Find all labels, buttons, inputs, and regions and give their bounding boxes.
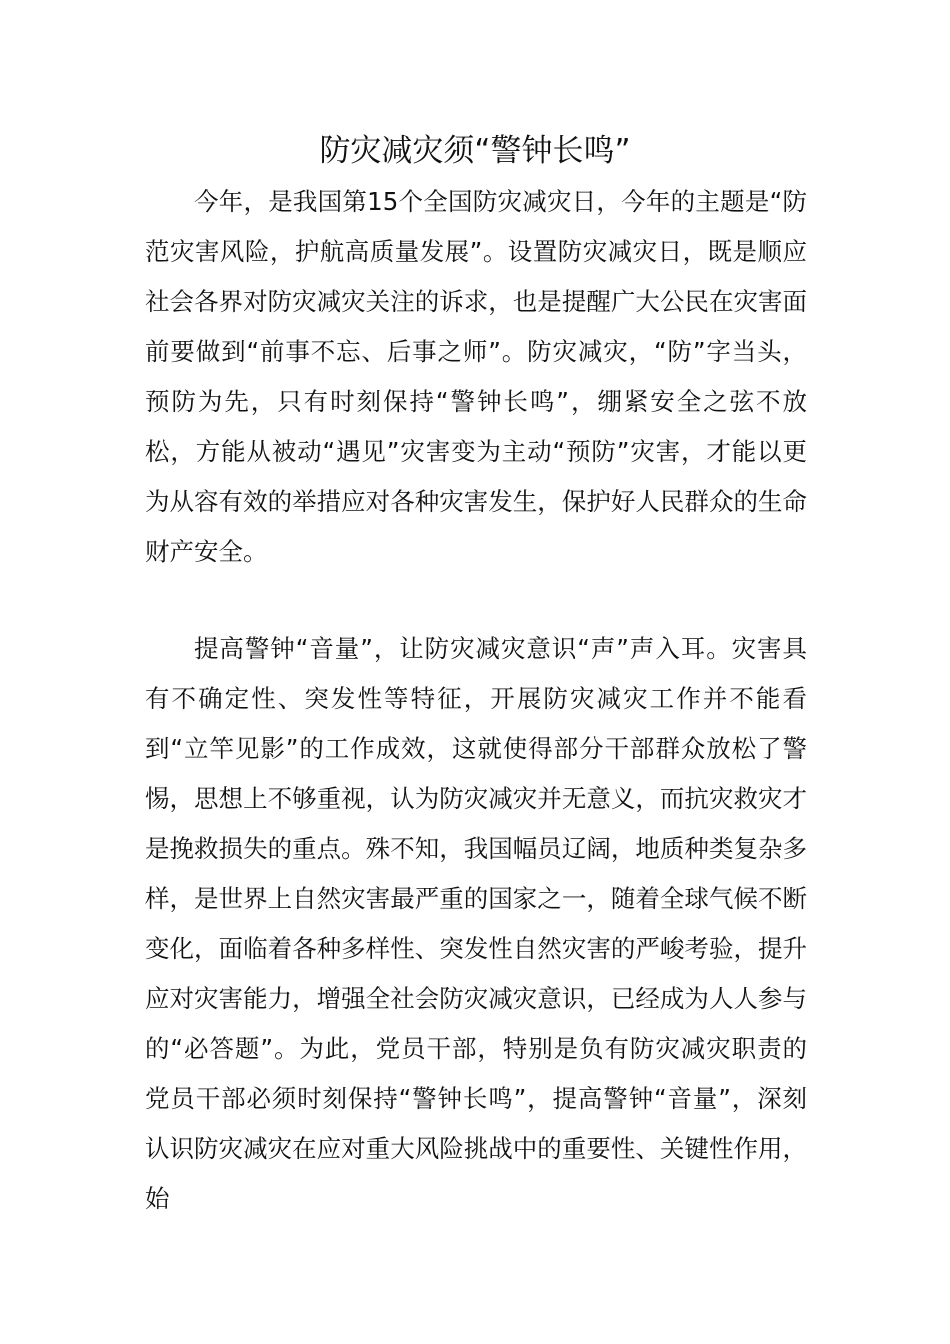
paragraph-alarm-volume: 提高警钟“音量”，让防灾减灾意识“声”声入耳。灾害具有不确定性、突发性等特征，开展防灾减灾工作并不能看到“立竿见影”的工作成效，这就使得部分干部群众放松了警惕，思想上不够重视，认为防灾减灾并无意义，而抗灾救灾才是挽救损失的重点。殊不知，我国幅员辽阔，地质种类复杂多样，是世界上自然灾害最严重的国家之一，随着全球气候不断变化，面临着各种多样性、突发性自然灾害的严峻考验，提升应对灾害能力，增强全社会防灾减灾意识，已经成为人人参与的“必答题”。为此，党员干部，特别是负有防灾减灾职责的党员干部必须时刻保持“警钟长鸣”，提高警钟“音量”，深刻认识防灾减灾在应对重大风险挑战中的重要性、关键性作用，始 bbox=[145, 634, 807, 1213]
paragraph-intro: 今年，是我国第15个全国防灾减灾日，今年的主题是“防范灾害风险，护航高质量发展”。设置防灾减灾日，既是顺应社会各界对防灾减灾关注的诉求，也是提醒广大公民在灾害面前要做到“前事不忘、后事之师”。防灾减灾，“防”字当头，预防为先，只有时刻保持“警钟长鸣”，绷紧安全之弦不放松，方能从被动“遇见”灾害变为主动“预防”灾害，才能以更为从容有效的举措应对各种灾害发生，保护好人民群众的生命财产安全。 bbox=[145, 187, 807, 566]
document-title: 防灾减灾须“警钟长鸣” bbox=[319, 133, 631, 169]
